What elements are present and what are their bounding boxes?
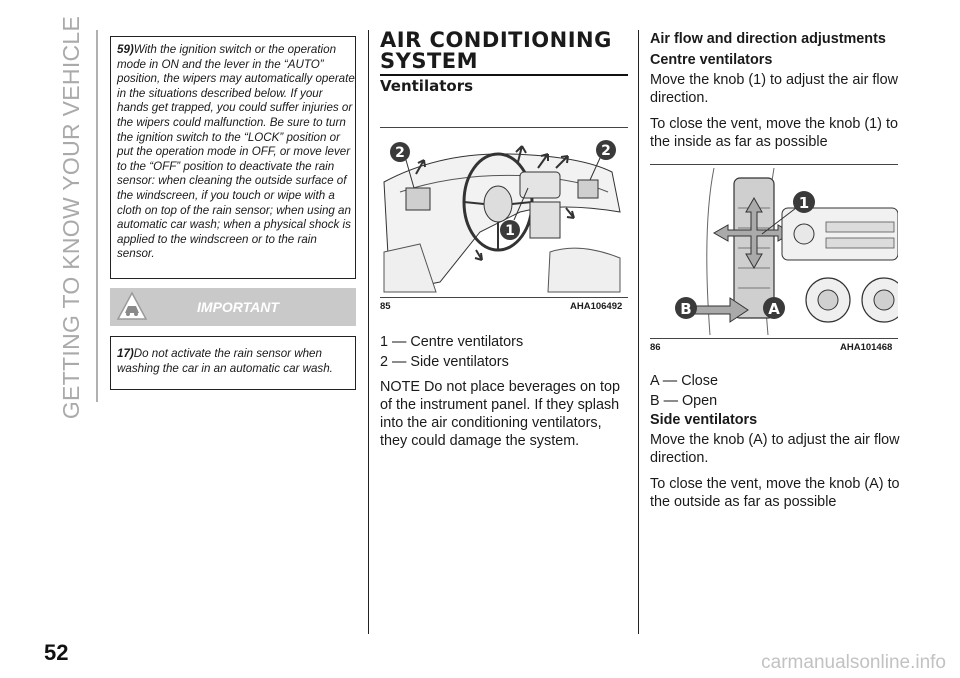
- figure-86-bottom-rule: [650, 338, 898, 339]
- figure-85-callout-2-right-label: 2: [601, 143, 611, 159]
- figure-86-top-rule: [650, 164, 898, 165]
- important-text: Do not activate the rain sensor when washing the car in an automatic car wash.: [117, 347, 333, 375]
- legend-86-item-b: B — Open: [650, 393, 718, 409]
- figure-85-dashboard-illustration: [380, 132, 628, 294]
- subsection-title: Ventilators: [380, 77, 474, 95]
- chapter-side-title: GETTING TO KNOW YOUR VEHICLE: [58, 15, 85, 420]
- watermark: carmanualsonline.info: [761, 652, 946, 673]
- section-title-underline: [380, 74, 628, 76]
- figure-85-callout-2-left-label: 2: [395, 145, 405, 161]
- side-ventilators-paragraph-1: Move the knob (A) to adjust the air flow direction.: [650, 432, 900, 466]
- important-paragraph: [117, 347, 355, 376]
- figure-86-code: AHA101468: [840, 342, 893, 353]
- side-divider: [96, 30, 98, 402]
- warning-text: With the ignition switch or the operation mode in ON and the lever in the “AUTO” position, the wipers may automatically operate in the situations described below. If your hands get trapped, you could suffer injuries or the wipers could malfunction. Be sure to turn the ignition switch to the “LOCK” position or put the operation mode in OFF, or move lever to the “OFF” position to deactivate the rain sensor: when cleaning the outside surface of the windscreen, if you touch or wipe with a cloth on top of the rain sensor; when using an automatic car wash; when a physical shock is applied to the windscreen or to the rain sensor.: [117, 43, 355, 261]
- figure-86-callout-1-label: 1: [798, 194, 810, 212]
- figure-85-callout-1-label: 1: [505, 223, 515, 239]
- figure-86-callout-b-label: B: [680, 300, 692, 318]
- warning-paragraph: [117, 43, 355, 262]
- figure-85-bottom-rule: [380, 297, 628, 298]
- legend-85-item-1: 1 — Centre ventilators: [380, 334, 524, 350]
- note-paragraph: NOTE Do not place beverages on top of the instrument panel. If they splash into the air conditioning ventilators, they could damage the system.: [380, 379, 620, 449]
- figure-85-code: AHA106492: [570, 301, 623, 312]
- centre-ventilators-paragraph-2: To close the vent, move the knob (1) to the inside as far as possible: [650, 116, 898, 150]
- important-label: IMPORTANT: [197, 299, 279, 315]
- figure-86-vent-illustration: [650, 168, 898, 335]
- figure-85-top-rule: [380, 127, 628, 128]
- column-divider-1: [368, 30, 369, 634]
- side-ventilators-paragraph-2: To close the vent, move the knob (A) to the outside as far as possible: [650, 476, 900, 510]
- important-header: [110, 288, 356, 326]
- important-number: 17): [117, 347, 134, 360]
- figure-85-number: 85: [380, 301, 391, 312]
- warning-box: [110, 36, 356, 279]
- legend-86-item-a: A — Close: [650, 373, 718, 389]
- centre-ventilators-paragraph-1: Move the knob (1) to adjust the air flow direction.: [650, 72, 898, 106]
- centre-ventilators-heading: Centre ventilators: [650, 52, 773, 68]
- figure-86-number: 86: [650, 342, 661, 353]
- page-number: 52: [44, 640, 69, 665]
- important-box: [110, 336, 356, 390]
- warning-number: 59): [117, 43, 134, 56]
- car-warning-icon: [116, 291, 148, 323]
- airflow-heading: Air flow and direction adjustments: [650, 31, 886, 47]
- legend-85-item-2: 2 — Side ventilators: [380, 354, 509, 370]
- side-ventilators-heading: Side ventilators: [650, 412, 758, 428]
- figure-86-callout-a-label: A: [768, 300, 780, 318]
- column-divider-2: [638, 30, 639, 634]
- section-title: AIR CONDITIONING SYSTEM: [380, 28, 612, 73]
